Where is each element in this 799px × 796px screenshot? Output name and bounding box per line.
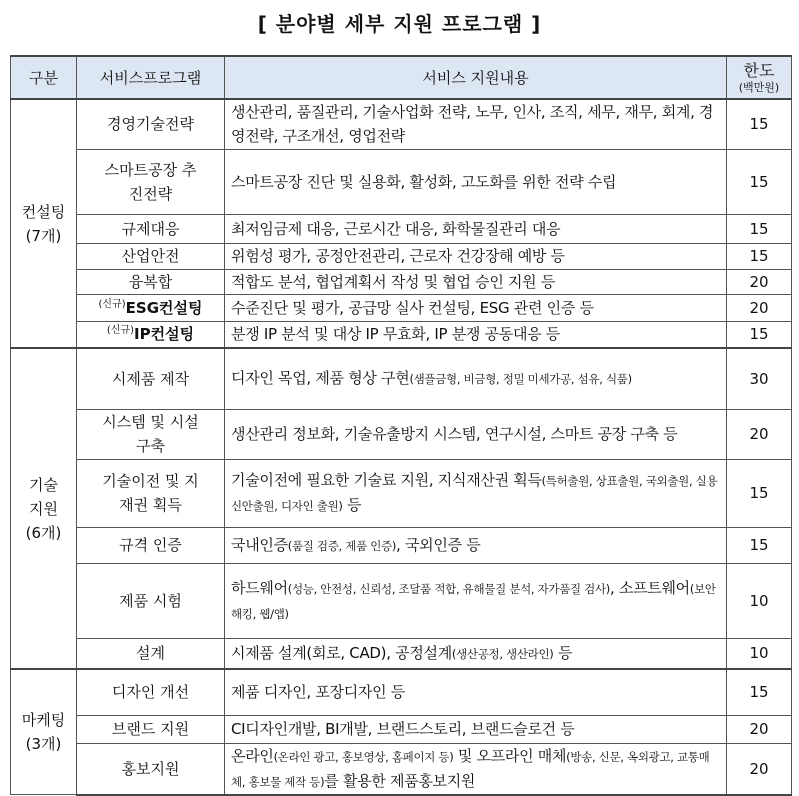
program-content: [225, 294, 727, 321]
category-name: 마케팅: [21, 711, 66, 729]
content-segment: (특허출원, 상표출원, 국외출원, 실용신안출원, 디자인 출원): [231, 474, 718, 513]
program-limit: 20: [727, 743, 792, 795]
program-content: [225, 214, 727, 243]
program-limit: 15: [727, 99, 792, 149]
category-cell: [11, 348, 77, 669]
program-limit: 15: [727, 214, 792, 243]
table-row: [11, 743, 792, 795]
program-content: [225, 669, 727, 715]
program-content: [225, 243, 727, 269]
content-segment: 위험성 평가, 공정안전관리, 근로자 건강장해 예방 등: [231, 247, 565, 265]
program-limit: 30: [727, 348, 792, 409]
category-cell: [11, 99, 77, 348]
program-content: [225, 563, 727, 638]
program-segment: 산업안전: [121, 247, 180, 265]
content-segment: 스마트공장 진단 및 실용화, 활성화, 고도화를 위한 전략 수립: [231, 172, 617, 191]
program-table: [10, 55, 792, 796]
table-row: [11, 409, 792, 459]
content-segment: 시제품 설계(회로, CAD), 공정설계: [231, 643, 452, 662]
program-limit: 15: [727, 149, 792, 214]
program-content: [225, 409, 727, 459]
program-limit: 15: [727, 321, 792, 348]
page-title: [ 분야별 세부 지원 프로그램 ]: [257, 12, 542, 36]
table-row: [11, 669, 792, 715]
content-segment: 하드웨어: [231, 578, 288, 597]
program-limit: 20: [727, 294, 792, 321]
content-segment: 제품 디자인, 포장디자인 등: [231, 683, 405, 702]
header-limit: [727, 56, 792, 99]
program-segment: 디자인 개선: [111, 683, 190, 702]
content-segment: (품질 검증, 제품 인증): [287, 538, 397, 553]
program-segment: 기술이전 및 지재권 획득: [102, 472, 199, 514]
category-name: 기술 지원: [29, 475, 58, 518]
table-row: [11, 269, 792, 294]
content-segment: 기술이전에 필요한 기술료 지원, 지식재산권 획득: [231, 471, 542, 489]
program-segment: 시스템 및 시설구축: [102, 413, 199, 455]
program-limit: 15: [727, 669, 792, 715]
program-content: [225, 715, 727, 743]
table-row: [11, 243, 792, 269]
content-segment: (온라인 광고, 홍보영상, 홈페이지 등): [273, 749, 454, 764]
table-row: [11, 321, 792, 348]
table-row: [11, 563, 792, 638]
table-body: [11, 99, 792, 795]
content-segment: 를 활용한 제품홍보지원: [324, 771, 476, 790]
program-name: [77, 669, 225, 715]
table-row: [11, 348, 792, 409]
program-segment: 시제품 제작: [111, 369, 190, 388]
content-segment: 분쟁 IP 분석 및 대상 IP 무효화, IP 분쟁 공동대응 등: [231, 325, 560, 344]
table-row: [11, 149, 792, 214]
program-name: [77, 294, 225, 321]
table-row: [11, 459, 792, 527]
program-segment: (신규): [106, 325, 135, 337]
program-limit: 10: [727, 563, 792, 638]
program-limit: 10: [727, 638, 792, 669]
program-name: [77, 743, 225, 795]
program-name: [77, 269, 225, 294]
content-segment: 및 오프라인 매체: [453, 746, 567, 765]
table-row: [11, 294, 792, 321]
program-segment: 브랜드 지원: [111, 720, 190, 738]
header-content: 서비스 지원내용: [225, 56, 727, 99]
table-row: [11, 99, 792, 149]
content-segment: 생산관리, 품질관리, 기술사업화 전략, 노무, 인사, 조직, 세무, 재무, 회계, 경영전략, 구조개선, 영업전략: [231, 103, 714, 146]
program-content: [225, 743, 727, 795]
program-content: [225, 99, 727, 149]
program-name: [77, 348, 225, 409]
category-cell: [11, 669, 77, 795]
content-segment: (성능, 안전성, 신뢰성, 조달품 적합, 유해물질 분석, 자가품질 검사): [287, 581, 610, 596]
program-segment: 규제대응: [121, 219, 180, 238]
content-segment: (샘플금형, 비금형, 정밀 미세가공, 섬유, 식품): [409, 372, 632, 387]
content-segment: 국내인증: [231, 535, 288, 554]
table-row: [11, 527, 792, 563]
program-segment: 스마트공장 추진전략: [104, 160, 197, 203]
content-segment: CI디자인개발, BI개발, 브랜드스토리, 브랜드슬로건 등: [231, 720, 575, 738]
header-limit-label: 한도: [743, 61, 775, 80]
program-limit: 20: [727, 409, 792, 459]
program-name: [77, 99, 225, 149]
program-name: [77, 149, 225, 214]
program-content: [225, 459, 727, 527]
content-segment: 수준진단 및 평가, 공급망 실사 컨설팅, ESG 관련 인증 등: [231, 298, 594, 317]
program-segment: (신규): [98, 298, 126, 310]
program-segment: IP컨설팅: [134, 325, 195, 344]
program-name: [77, 459, 225, 527]
program-segment: 융복합: [128, 272, 173, 291]
program-limit: 15: [727, 527, 792, 563]
program-limit: 20: [727, 715, 792, 743]
content-segment: 최저임금제 대응, 근로시간 대응, 화학물질관리 대응: [231, 219, 561, 238]
program-segment: 홍보지원: [121, 759, 180, 778]
content-segment: 적합도 분석, 협업계획서 작성 및 협업 승인 지원 등: [231, 272, 556, 291]
header-category: 구분: [11, 56, 77, 99]
content-segment: 등: [553, 643, 573, 662]
content-segment: (보안해킹, 웹/앱): [231, 581, 716, 621]
content-segment: , 국외인증 등: [396, 535, 481, 554]
category-count: (6개): [25, 523, 62, 542]
program-segment: 규격 인증: [119, 536, 182, 554]
program-content: [225, 269, 727, 294]
content-segment: , 소프트웨어: [609, 578, 690, 597]
program-content: [225, 348, 727, 409]
table-header-row: [11, 56, 792, 99]
program-name: [77, 638, 225, 669]
program-segment: 설계: [136, 644, 165, 663]
content-segment: 생산관리 정보화, 기술유출방지 시스템, 연구시설, 스마트 공장 구축 등: [231, 425, 678, 443]
category-name: 컨설팅: [21, 202, 66, 221]
content-segment: 디자인 목업, 제품 형상 구현: [231, 369, 410, 388]
program-name: [77, 243, 225, 269]
program-segment: 제품 시험: [119, 591, 182, 610]
program-segment: 경영기술전략: [107, 115, 194, 134]
content-segment: 등: [342, 496, 362, 514]
category-count: (7개): [25, 226, 62, 245]
table-row: [11, 214, 792, 243]
program-name: [77, 409, 225, 459]
header-program: 서비스프로그램: [77, 56, 225, 99]
content-segment: 온라인: [231, 746, 274, 765]
program-segment: ESG컨설팅: [125, 298, 203, 317]
program-name: [77, 563, 225, 638]
program-limit: 15: [727, 243, 792, 269]
table-row: [11, 638, 792, 669]
program-content: [225, 321, 727, 348]
program-name: [77, 715, 225, 743]
program-name: [77, 321, 225, 348]
program-limit: 15: [727, 459, 792, 527]
program-limit: 20: [727, 269, 792, 294]
program-name: [77, 527, 225, 563]
program-content: [225, 149, 727, 214]
content-segment: (생산공정, 생산라인): [451, 646, 554, 661]
table-row: [11, 715, 792, 743]
program-name: [77, 214, 225, 243]
program-content: [225, 638, 727, 669]
category-count: (3개): [25, 735, 62, 753]
program-content: [225, 527, 727, 563]
content-segment: (방송, 신문, 옥외광고, 교통매체, 홍보물 제작 등): [231, 749, 710, 789]
header-limit-unit: (백만원): [738, 81, 780, 94]
